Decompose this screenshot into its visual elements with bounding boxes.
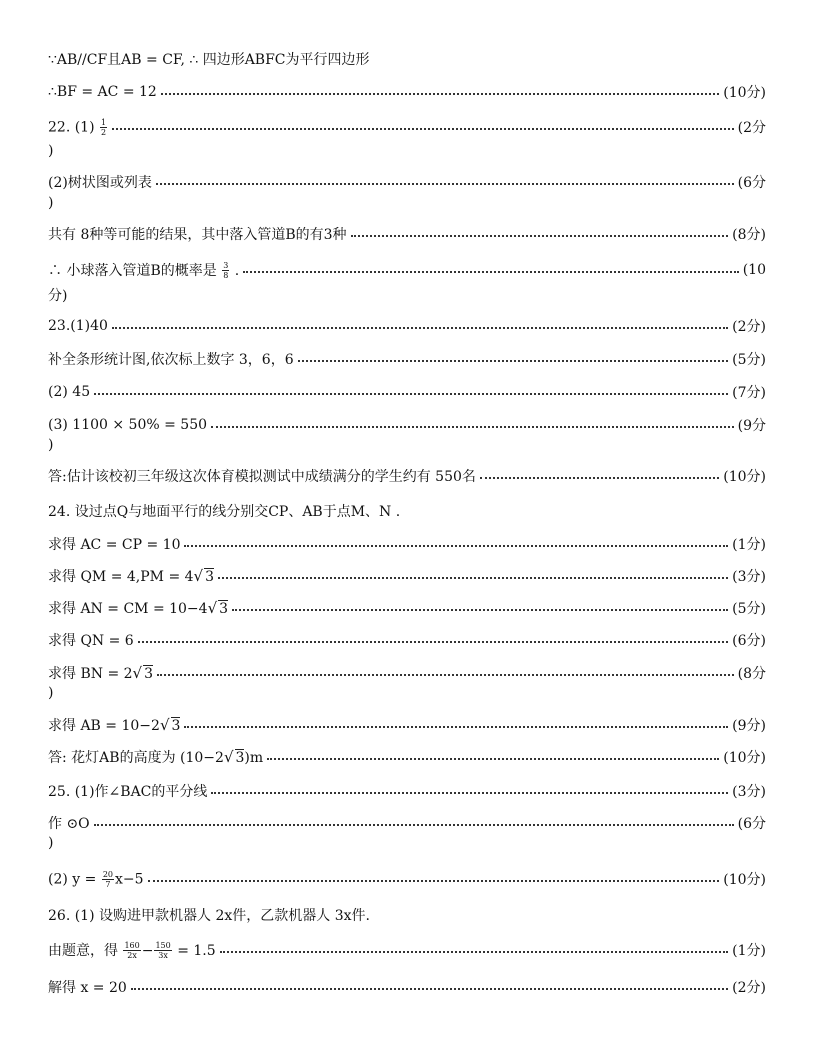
line-suffix: x−5 <box>115 871 144 887</box>
score: (9分 <box>737 418 766 434</box>
score-wrap: ) <box>48 143 54 159</box>
fraction-denominator: 7 <box>105 879 111 889</box>
line-text: (2) 45 <box>48 384 91 400</box>
line-prefix: 由题意，得 <box>48 942 123 959</box>
leader-dots <box>243 271 739 273</box>
fraction-denominator: 2x <box>127 951 137 961</box>
leader-dots <box>480 477 719 479</box>
line-text <box>48 566 214 586</box>
line-text: ∴BF = AC = 12 <box>48 84 157 100</box>
line-text <box>48 663 153 683</box>
radicand: 3 <box>171 718 181 734</box>
line-text <box>48 715 180 735</box>
leader-dots <box>267 758 719 760</box>
score: (1分) <box>732 537 766 553</box>
score: (6分 <box>737 816 766 832</box>
fraction-numerator: 1 <box>101 117 107 127</box>
line-text <box>48 940 216 961</box>
line-text: 共有 8种等可能的结果，其中落入管道B的有3种 <box>48 227 347 243</box>
score: (10分) <box>723 469 766 485</box>
leader-dots <box>220 951 729 953</box>
score-wrap: ) <box>48 835 54 851</box>
score-wrap: 分) <box>48 288 68 304</box>
line-text: 24. 设过点Q与地面平行的线分别交CP、AB于点M、N . <box>48 504 401 520</box>
line-solve-x <box>48 976 766 998</box>
line-q24-answer <box>48 746 766 768</box>
line-bn <box>48 662 766 684</box>
line-equation <box>48 939 766 961</box>
line-ab <box>48 714 766 736</box>
radical-icon: √ <box>132 664 143 682</box>
line-prefix: 求得 AN = CM = 10−4 <box>48 601 208 617</box>
leader-dots <box>94 393 728 395</box>
line-bar-chart <box>48 348 766 370</box>
leader-dots <box>351 235 729 237</box>
line-an-cm <box>48 597 766 619</box>
leader-dots <box>184 545 728 547</box>
score: (3分) <box>732 784 766 800</box>
line-q26-setup <box>48 904 766 926</box>
fraction <box>123 941 140 960</box>
line-text: ∵AB//CF且AB = CF, ∴ 四边形ABFC为平行四边形 <box>48 52 370 68</box>
line-ac-cp <box>48 533 766 555</box>
line-q25-1 <box>48 780 766 802</box>
line-q23-1 <box>48 315 766 337</box>
score: (1分) <box>732 943 766 959</box>
line-qm-pm <box>48 565 766 587</box>
score: (10 <box>742 262 766 278</box>
radical-icon: √ <box>193 567 204 585</box>
radical-icon: √ <box>223 748 234 766</box>
score-wrap: ) <box>48 437 54 453</box>
score: (10分) <box>723 750 766 766</box>
line-text: 26. (1) 设购进甲款机器人 2x件，乙款机器人 3x件. <box>48 908 370 924</box>
radical-icon: √ <box>159 716 170 734</box>
score: (10分) <box>723 872 766 888</box>
leader-dots <box>138 641 728 643</box>
line-outcomes <box>48 223 766 245</box>
minus-sign: − <box>141 942 154 959</box>
line-text <box>48 747 263 767</box>
line-text: 求得 AC = CP = 10 <box>48 537 181 553</box>
line-probability <box>48 259 766 281</box>
line-prefix: 22. (1) <box>48 119 95 135</box>
score: (2分) <box>732 319 766 335</box>
score: (7分) <box>732 385 766 401</box>
line-q22-2 <box>48 171 766 193</box>
line-text: 答:估计该校初三年级这次体育模拟测试中成绩满分的学生约有 550名 <box>48 469 476 485</box>
leader-dots <box>161 93 719 95</box>
leader-dots <box>298 360 729 362</box>
line-text: 解得 x = 20 <box>48 980 127 996</box>
line-text: (3) 1100 × 50% = 550 <box>48 417 208 433</box>
line-q23-3 <box>48 414 766 436</box>
line-prefix: ∴ 小球落入管道B的概率是 <box>48 262 217 279</box>
score: (3分) <box>732 569 766 585</box>
line-suffix: = 1.5 <box>172 942 216 959</box>
leader-dots <box>157 674 734 676</box>
score: (6分 <box>737 175 766 191</box>
line-text: 25. (1)作∠BAC的平分线 <box>48 784 208 800</box>
fraction-numerator: 3 <box>223 261 229 271</box>
line-text <box>48 870 144 889</box>
line-q24-setup <box>48 500 766 522</box>
radicand: 3 <box>235 750 245 766</box>
fraction-denominator: 8 <box>223 271 229 281</box>
fraction-denominator: 3x <box>158 951 168 961</box>
line-suffix: . <box>234 262 240 279</box>
line-text <box>48 260 239 281</box>
line-q25-2 <box>48 868 766 890</box>
line-qn <box>48 629 766 651</box>
score: (8分) <box>732 227 766 243</box>
radicand: 3 <box>205 569 215 585</box>
fraction-numerator: 20 <box>102 869 114 879</box>
leader-dots <box>94 824 734 826</box>
score: (6分) <box>732 633 766 649</box>
leader-dots <box>156 183 734 185</box>
score-wrap: ) <box>48 685 54 701</box>
fraction-numerator: 160 <box>124 941 140 951</box>
score: (5分) <box>732 601 766 617</box>
line-suffix: )m <box>244 750 264 766</box>
leader-dots <box>148 880 720 882</box>
leader-dots <box>232 609 728 611</box>
line-bf-eq <box>48 81 766 103</box>
line-text: 求得 QN = 6 <box>48 633 134 649</box>
score: (9分) <box>732 718 766 734</box>
line-prefix: 答: 花灯AB的高度为 (10−2 <box>48 750 224 766</box>
radicand: 3 <box>144 666 154 682</box>
fraction-numerator: 150 <box>155 941 171 951</box>
leader-dots <box>218 577 728 579</box>
line-text: 作 ⊙O <box>48 816 90 832</box>
leader-dots <box>131 988 728 990</box>
line-text: 23.(1)40 <box>48 318 108 334</box>
leader-dots <box>184 726 728 728</box>
line-prefix: 求得 BN = 2 <box>48 666 133 682</box>
score-wrap: ) <box>48 195 54 211</box>
radical-icon: √ <box>207 599 218 617</box>
line-text: (2)树状图或列表 <box>48 175 152 191</box>
line-q22-1 <box>48 116 766 138</box>
fraction <box>154 941 171 960</box>
fraction <box>100 118 107 137</box>
fraction-denominator: 2 <box>101 127 107 137</box>
leader-dots <box>211 426 734 428</box>
fraction <box>222 261 229 280</box>
leader-dots <box>211 792 728 794</box>
leader-dots <box>112 128 734 130</box>
line-text <box>48 598 228 618</box>
radicand: 3 <box>219 601 229 617</box>
line-parallelogram <box>48 48 766 70</box>
score: (2分) <box>732 980 766 996</box>
line-text <box>48 118 108 137</box>
score: (2分 <box>737 120 766 136</box>
fraction <box>102 870 114 889</box>
line-circle-o <box>48 812 766 834</box>
score: (5分) <box>732 352 766 368</box>
score: (10分) <box>723 85 766 101</box>
leader-dots <box>112 327 728 329</box>
line-prefix: 求得 AB = 10−2 <box>48 718 160 734</box>
line-prefix: (2) y = <box>48 871 101 887</box>
line-q23-2 <box>48 381 766 403</box>
score: (8分 <box>737 666 766 682</box>
line-text: 补全条形统计图,依次标上数字 3，6，6 <box>48 352 294 368</box>
line-prefix: 求得 QM = 4,PM = 4 <box>48 569 194 585</box>
line-q23-answer <box>48 465 766 487</box>
